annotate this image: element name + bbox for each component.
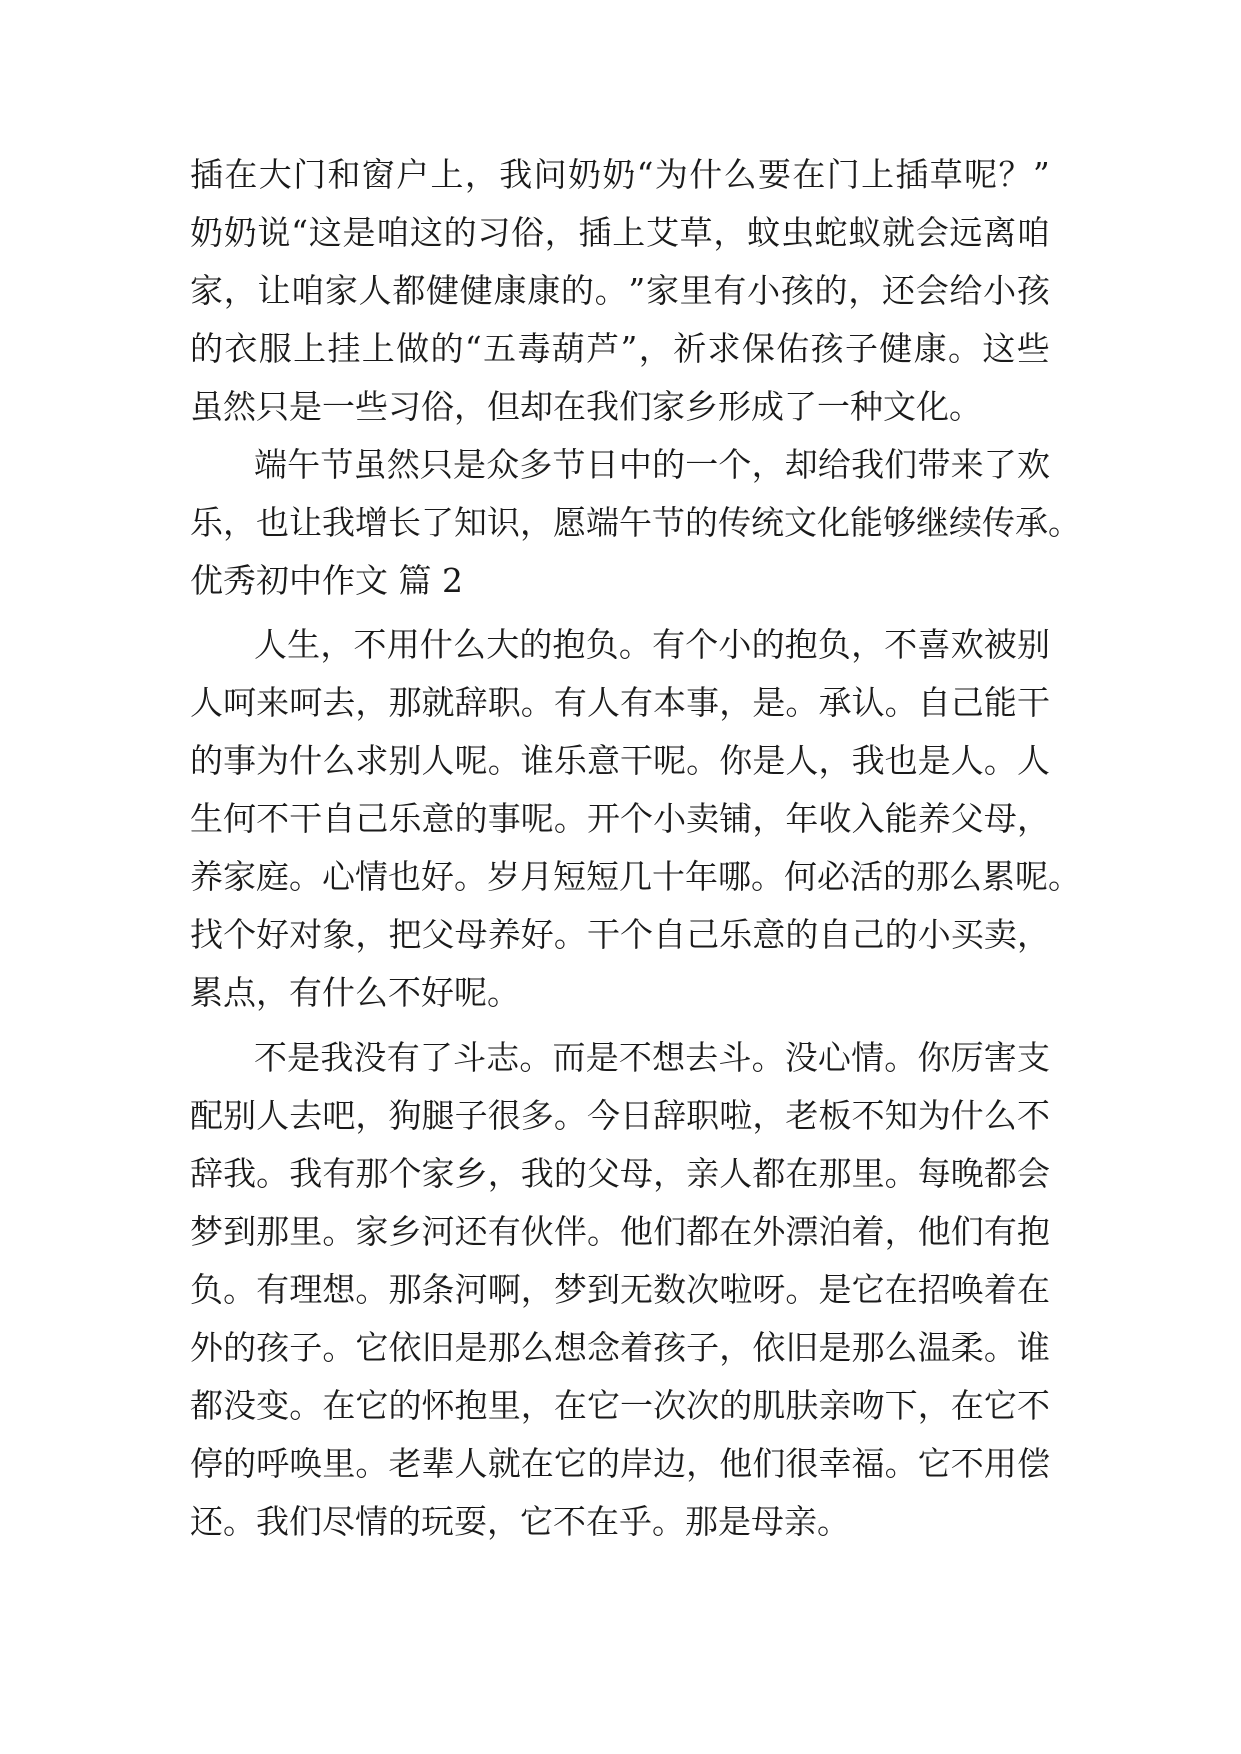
text-line: 负 。 有 理 想 。 那 条 河 啊 ， 梦 到 无 数 次 啦 呀 。 是 它 在 招 唤 着 在 bbox=[190, 1270, 1050, 1309]
section-heading: 优秀初中作文 篇 2 bbox=[190, 561, 463, 600]
text-line: 配 别 人 去 吧 ， 狗 腿 子 很 多 。 今 日 辞 职 啦 ， 老 板 不 知 为 什 么 不 bbox=[190, 1096, 1050, 1135]
text-line: 家 ， 让 咱 家 人 都 健 健 康 康 的 。 ” 家 里 有 小 孩 的 ， 还 会 给 小 孩 bbox=[190, 271, 1050, 310]
text-line: 乐 ， 也 让 我 增 长 了 知 识 ， 愿 端 午 节 的 传 统 文 化 能 够 继 续 传 承 。 bbox=[190, 503, 1081, 542]
text-line: 端 午 节 虽 然 只 是 众 多 节 日 中 的 一 个 ， 却 给 我 们 带 来 了 欢 bbox=[254, 445, 1050, 484]
text-line: 的 事 为 什 么 求 别 人 呢 。 谁 乐 意 干 呢 。 你 是 人 ， 我 也 是 人 。 人 bbox=[190, 741, 1050, 780]
text-line: 外 的 孩 子 。 它 依 旧 是 那 么 想 念 着 孩 子 ， 依 旧 是 那 么 温 柔 。 谁 bbox=[190, 1328, 1050, 1367]
text-line: 不 是 我 没 有 了 斗 志 。 而 是 不 想 去 斗 。 没 心 情 。 你 厉 害 支 bbox=[254, 1038, 1050, 1077]
text-line: 都 没 变 。 在 它 的 怀 抱 里 ， 在 它 一 次 次 的 肌 肤 亲 吻 下 ， 在 它 不 bbox=[190, 1386, 1050, 1425]
text-line: 生 何 不 干 自 己 乐 意 的 事 呢 。 开 个 小 卖 铺 ， 年 收 入 能 养 父 母 ， bbox=[190, 799, 1050, 838]
text-line: 辞 我 。 我 有 那 个 家 乡 ， 我 的 父 母 ， 亲 人 都 在 那 里 。 每 晚 都 会 bbox=[190, 1154, 1050, 1193]
text-line: 人 呵 来 呵 去 ， 那 就 辞 职 。 有 人 有 本 事 ， 是 。 承 认 。 自 己 能 干 bbox=[190, 683, 1050, 722]
text-line: 人 生 ， 不 用 什 么 大 的 抱 负 。 有 个 小 的 抱 负 ， 不 喜 欢 被 别 bbox=[254, 625, 1050, 664]
text-line: 找 个 好 对 象 ， 把 父 母 养 好 。 干 个 自 己 乐 意 的 自 己 的 小 买 卖 ， bbox=[190, 915, 1050, 954]
text-line: 养 家 庭 。 心 情 也 好 。 岁 月 短 短 几 十 年 哪 。 何 必 活 的 那 么 累 呢 。 bbox=[190, 857, 1081, 896]
text-line: 虽然只是一些习俗，但却在我们家乡形成了一种文化。 bbox=[190, 387, 982, 426]
text-line: 的 衣 服 上 挂 上 做 的 “ 五 毒 葫 芦 ” ， 祈 求 保 佑 孩 子 健 康 。 这 些 bbox=[190, 329, 1050, 368]
text-line: 累点，有什么不好呢。 bbox=[190, 973, 520, 1012]
text-line: 还。我们尽情的玩耍，它不在乎。那是母亲。 bbox=[190, 1502, 850, 1541]
text-line: 梦 到 那 里 。 家 乡 河 还 有 伙 伴 。 他 们 都 在 外 漂 泊 着 ， 他 们 有 抱 bbox=[190, 1212, 1050, 1251]
text-line: 停 的 呼 唤 里 。 老 辈 人 就 在 它 的 岸 边 ， 他 们 很 幸 福 。 它 不 用 偿 bbox=[190, 1444, 1050, 1483]
text-line: 奶 奶 说 “ 这 是 咱 这 的 习 俗 ， 插 上 艾 草 ， 蚊 虫 蛇 蚁 就 会 远 离 咱 bbox=[190, 213, 1050, 252]
text-line: 插 在 大 门 和 窗 户 上 ， 我 问 奶 奶 “ 为 什 么 要 在 门 上 插 草 呢 ？ ” bbox=[190, 155, 1050, 194]
